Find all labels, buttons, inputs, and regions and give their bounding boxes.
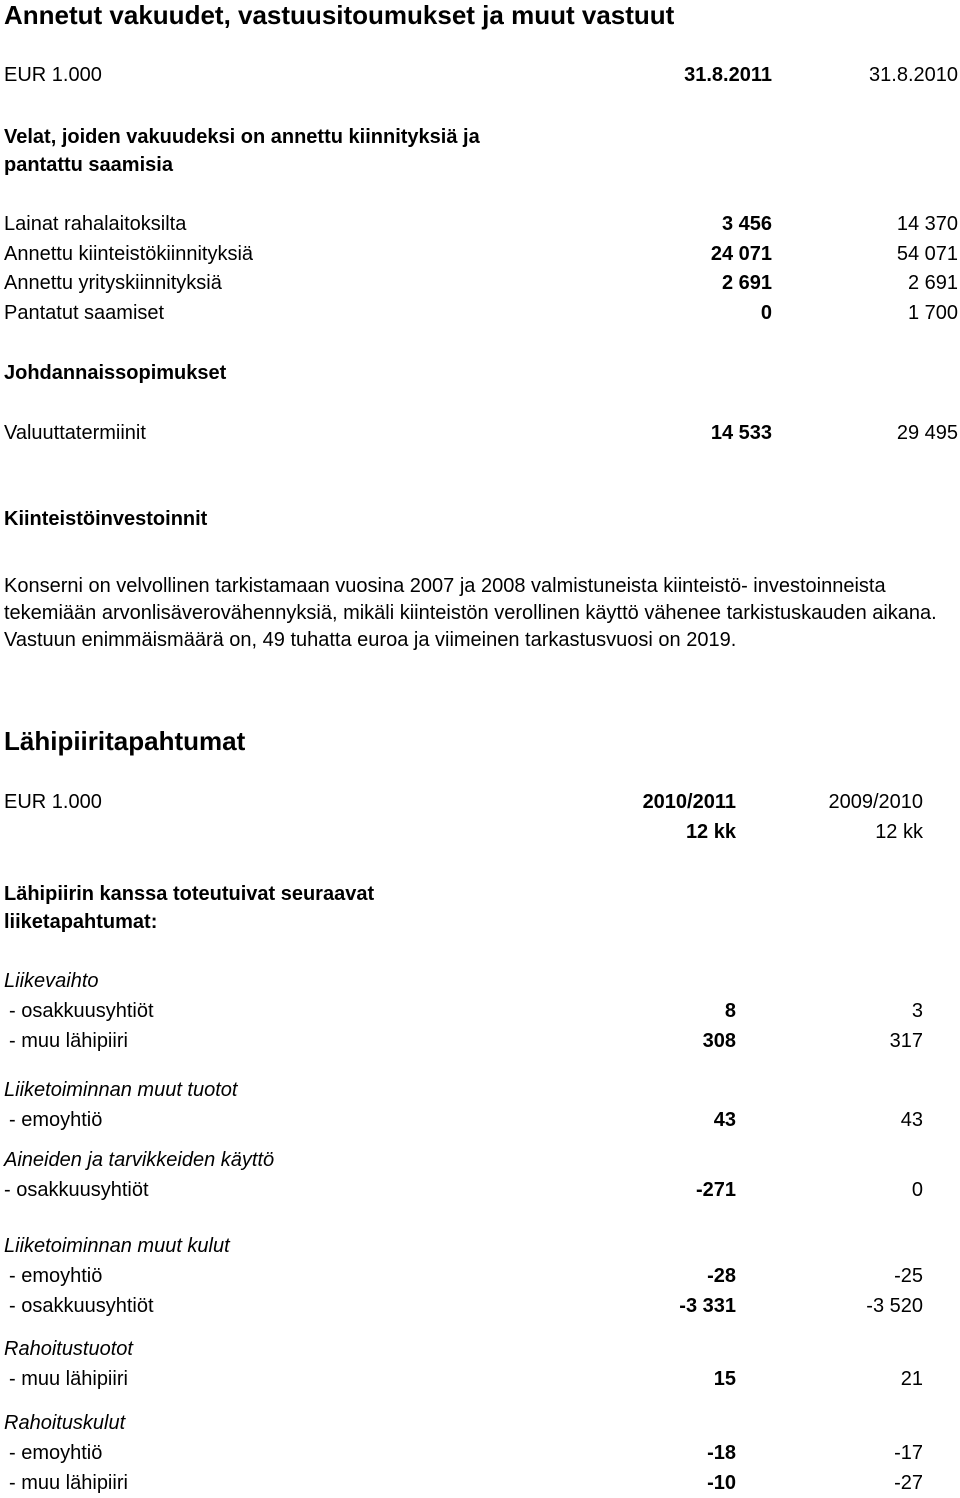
row-current: -18 <box>707 1442 736 1464</box>
row-previous: 0 <box>911 1179 923 1201</box>
row-previous: -27 <box>894 1472 923 1494</box>
row-current: 3 456 <box>721 213 772 235</box>
row-label: - muu lähipiiri <box>9 1472 128 1494</box>
row-label: - muu lähipiiri <box>9 1030 128 1052</box>
row-current: 14 533 <box>710 422 772 444</box>
row-current: -271 <box>695 1179 736 1201</box>
column-subheader-previous: 12 kk <box>875 821 923 843</box>
intro-line1: Lähipiirin kanssa toteutuivat seuraavat <box>4 883 375 905</box>
group-title: Liiketoiminnan muut tuotot <box>4 1079 238 1101</box>
row-previous: 43 <box>900 1109 923 1131</box>
investments-title: Kiinteistöinvestoinnit <box>4 508 208 530</box>
row-current: -28 <box>707 1265 736 1287</box>
row-current: 2 691 <box>721 272 772 294</box>
group-title: Aineiden ja tarvikkeiden käyttö <box>4 1149 275 1171</box>
currency-label: EUR 1.000 <box>4 64 102 86</box>
row-previous: 2 691 <box>907 272 958 294</box>
row-previous: 29 495 <box>896 422 958 444</box>
row-label: - osakkuusyhtiöt <box>9 1295 154 1317</box>
row-label: Annettu kiinteistökiinnityksiä <box>4 243 254 265</box>
row-label: Annettu yrityskiinnityksiä <box>4 272 222 294</box>
row-label: Lainat rahalaitoksilta <box>4 213 187 235</box>
row-previous: 317 <box>889 1030 923 1052</box>
row-label: - osakkuusyhtiöt <box>9 1000 154 1022</box>
row-current: 24 071 <box>710 243 772 265</box>
row-previous: -25 <box>894 1265 923 1287</box>
section-title: Lähipiiritapahtumat <box>4 726 246 756</box>
group-title-line1: Velat, joiden vakuudeksi on annettu kiinnityksiä ja <box>4 126 480 148</box>
row-previous: 1 700 <box>907 302 958 324</box>
group-title-line2: pantattu saamisia <box>4 154 173 176</box>
column-header-current: 31.8.2011 <box>684 64 772 86</box>
group-title: Liikevaihto <box>4 970 99 992</box>
group-title: Rahoituskulut <box>4 1412 126 1434</box>
row-current: 0 <box>760 302 772 324</box>
derivatives-title: Johdannaissopimukset <box>4 362 227 384</box>
group-title: Liiketoiminnan muut kulut <box>4 1235 230 1257</box>
column-subheader-current: 12 kk <box>685 821 736 843</box>
row-current: -10 <box>707 1472 736 1494</box>
column-header-previous: 31.8.2010 <box>869 64 958 86</box>
row-current: 8 <box>724 1000 736 1022</box>
row-label: - emoyhtiö <box>9 1109 103 1131</box>
row-label: - emoyhtiö <box>9 1442 103 1464</box>
column-header-previous: 2009/2010 <box>828 791 923 813</box>
row-previous: 3 <box>911 1000 923 1022</box>
row-current: -3 331 <box>679 1295 736 1317</box>
row-current: 43 <box>713 1109 736 1131</box>
page-title: Annetut vakuudet, vastuusitoumukset ja muut vastuut <box>4 0 675 30</box>
row-previous: 54 071 <box>896 243 958 265</box>
row-label: - muu lähipiiri <box>9 1368 128 1390</box>
row-label: Pantatut saamiset <box>4 302 165 324</box>
group-title: Rahoitustuotot <box>4 1338 133 1360</box>
row-current: 308 <box>702 1030 736 1052</box>
intro-line2: liiketapahtumat: <box>4 911 158 933</box>
row-label: - osakkuusyhtiöt <box>4 1179 149 1201</box>
currency-label: EUR 1.000 <box>4 791 102 813</box>
row-previous: 21 <box>900 1368 923 1390</box>
investments-paragraph: Konserni on velvollinen tarkistamaan vuosina 2007 ja 2008 valmistuneista kiinteistö- investoinneista tekemiään arvonlisäverovähennyksiä, mikäli kiinteistön verollinen käyttö vähenee tarkistuskauden aikana. Vastuun enimmäismäärä on, 49 tuhatta euroa ja viimeinen tarkastusvuosi on 2019. <box>4 575 937 651</box>
row-previous: -17 <box>894 1442 923 1464</box>
row-current: 15 <box>713 1368 736 1390</box>
row-label: - emoyhtiö <box>9 1265 103 1287</box>
column-header-current: 2010/2011 <box>642 791 736 813</box>
row-previous: 14 370 <box>896 213 958 235</box>
row-label: Valuuttatermiinit <box>4 422 146 444</box>
row-previous: -3 520 <box>866 1295 923 1317</box>
